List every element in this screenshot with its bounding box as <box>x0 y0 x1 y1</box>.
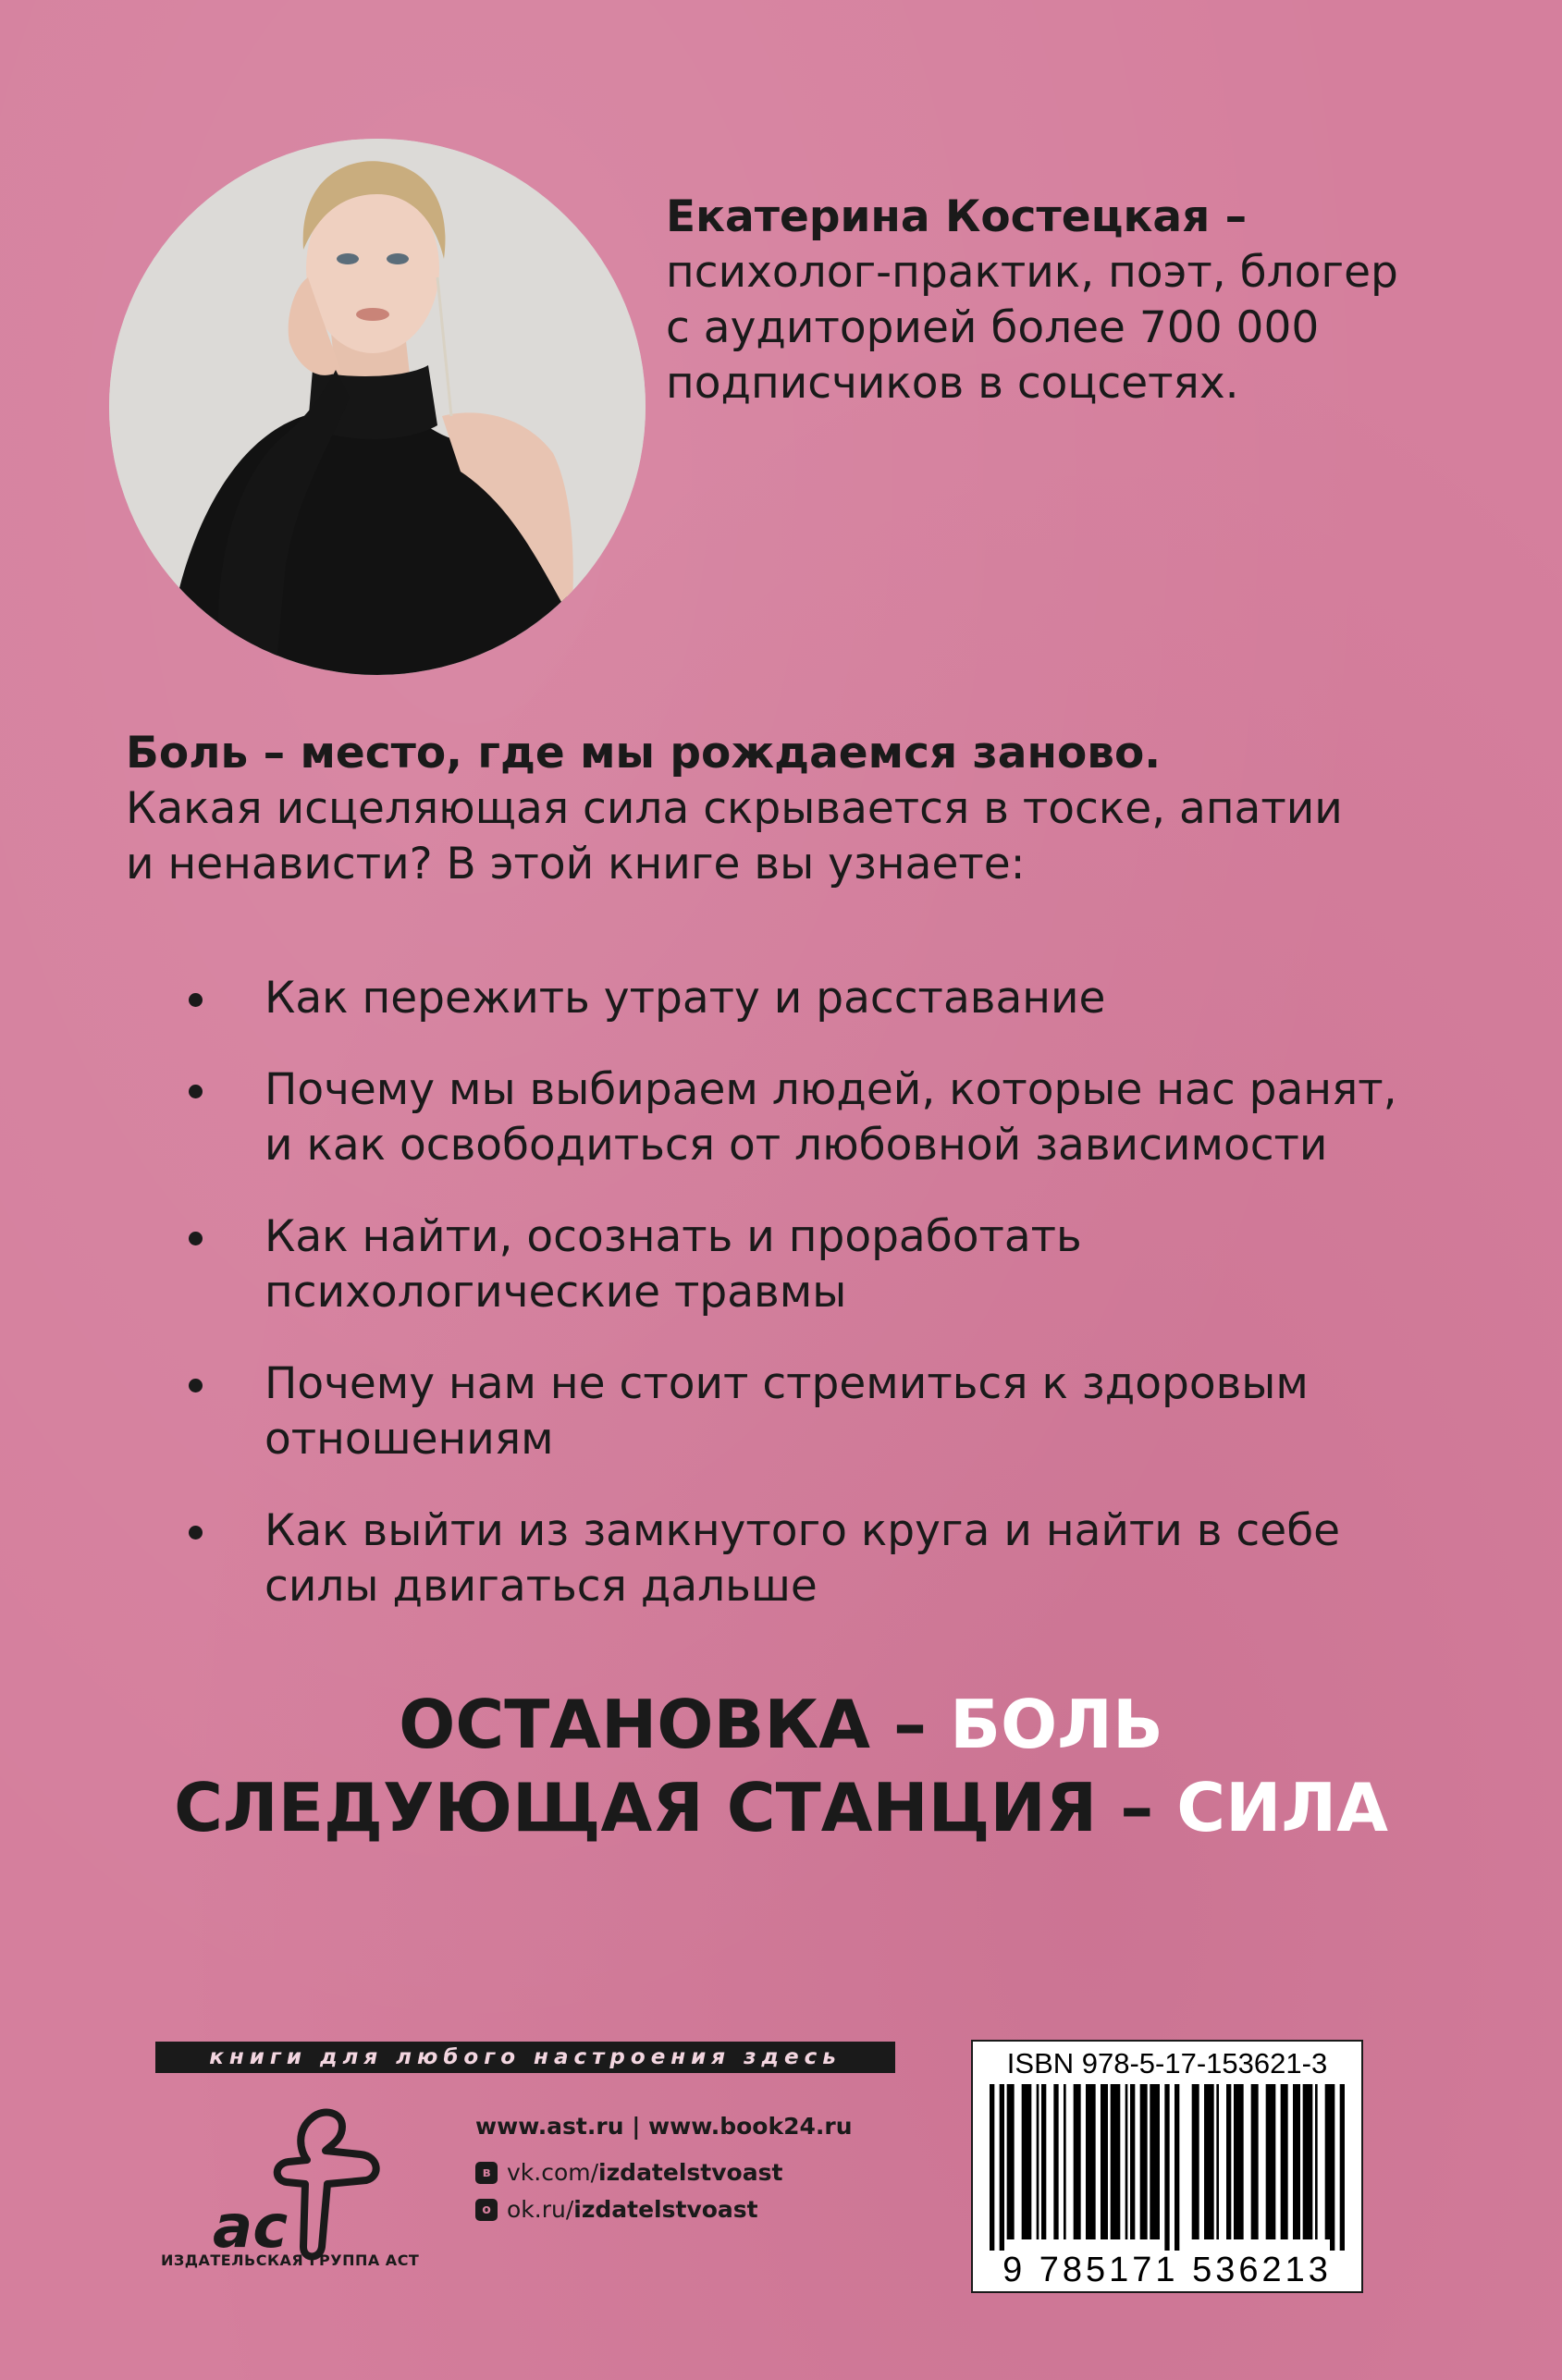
barcode-bar <box>1325 2084 1330 2239</box>
barcode-bar <box>1216 2084 1219 2239</box>
barcode-bar <box>1204 2084 1214 2239</box>
barcode-bar <box>1111 2084 1121 2239</box>
slogan-highlight: СИЛА <box>1176 1769 1388 1846</box>
list-item-text: силы двигаться дальше <box>264 1561 818 1612</box>
list-item <box>126 1503 1467 1614</box>
barcode-bar <box>1041 2084 1046 2239</box>
bullet-icon <box>189 1232 203 1245</box>
list-item-text: психологические травмы <box>264 1267 847 1318</box>
topics-list <box>126 971 1467 1650</box>
list-item-text: Почему мы выбираем людей, которые нас ранят, <box>264 1064 1397 1115</box>
barcode-bar <box>1164 2084 1169 2251</box>
list-item-text: Как пережить утрату и расставание <box>264 973 1106 1024</box>
barcode-bar <box>1150 2084 1160 2239</box>
barcode-bar <box>1074 2084 1081 2239</box>
vk-link[interactable] <box>475 2154 901 2191</box>
ok-icon: о <box>475 2199 498 2221</box>
book-intro <box>126 726 1467 892</box>
barcode-bar <box>1330 2084 1334 2251</box>
barcode-bar <box>1064 2084 1066 2239</box>
vk-icon: в <box>475 2162 498 2184</box>
publisher-links <box>475 2108 901 2228</box>
barcode <box>986 2084 1348 2251</box>
list-item-text: Почему нам не стоит стремиться к здоровым <box>264 1358 1309 1409</box>
slogan-text: СЛЕДУЮЩАЯ СТАНЦИЯ – <box>174 1769 1177 1846</box>
barcode-bar <box>1234 2084 1244 2239</box>
intro-line: и ненависти? В этой книге вы узнаете: <box>126 839 1026 889</box>
ok-link[interactable] <box>475 2191 901 2228</box>
author-bio-line: психолог-практик, поэт, блогер <box>666 247 1398 298</box>
list-item-text: и как освободиться от любовной зависимости <box>264 1120 1328 1171</box>
barcode-bar <box>1293 2084 1300 2239</box>
slogan-row-2 <box>0 1766 1562 1849</box>
ast-logo <box>203 2099 388 2265</box>
bullet-icon <box>189 1085 203 1098</box>
logo-lettering: ас <box>213 2193 289 2262</box>
bullet-icon <box>189 1379 203 1392</box>
isbn-digits: 9 785171 536213 <box>1002 2251 1332 2289</box>
author-bio-line: подписчиков в соцсетях. <box>666 358 1239 409</box>
bullet-icon <box>189 1526 203 1540</box>
barcode-bar <box>1130 2084 1135 2239</box>
ok-link-prefix: ok.ru/ <box>507 2196 574 2223</box>
barcode-bar <box>1251 2084 1259 2239</box>
barcode-bar <box>1281 2084 1288 2239</box>
barcode-bar <box>1175 2084 1179 2251</box>
barcode-bar <box>1101 2084 1108 2239</box>
barcode-bar <box>1022 2084 1032 2239</box>
list-item-text: Как найти, осознать и проработать <box>264 1211 1082 1262</box>
barcode-bar <box>1007 2084 1015 2239</box>
barcode-bar <box>1192 2084 1199 2239</box>
ok-link-handle: izdatelstvoast <box>573 2196 758 2223</box>
bullet-icon <box>189 993 203 1007</box>
barcode-bar <box>1303 2084 1313 2239</box>
website-links[interactable]: www.ast.ru | www.book24.ru <box>475 2113 853 2140</box>
author-bio <box>666 190 1498 411</box>
list-item-text: отношениям <box>264 1414 554 1465</box>
barcode-bar <box>990 2084 994 2251</box>
vk-link-prefix: vk.com/ <box>507 2159 599 2186</box>
list-item-text: Как выйти из замкнутого круга и найти в себе <box>264 1505 1341 1556</box>
slogan-highlight: БОЛЬ <box>950 1686 1163 1763</box>
isbn-barcode-box <box>971 2040 1363 2293</box>
list-item <box>126 971 1467 1026</box>
barcode-bar <box>1037 2084 1039 2239</box>
slogan-row-1 <box>0 1683 1562 1766</box>
barcode-bar <box>1340 2084 1345 2251</box>
barcode-bar <box>1000 2084 1004 2251</box>
slogan-text: ОСТАНОВКА – <box>399 1686 951 1763</box>
barcode-bar <box>1140 2084 1148 2239</box>
intro-line: Какая исцеляющая сила скрывается в тоске, апатии <box>126 783 1343 834</box>
author-name: Екатерина Костецкая – <box>666 191 1248 242</box>
barcode-bar <box>1053 2084 1058 2239</box>
author-bio-line: с аудиторией более 700 000 <box>666 302 1320 353</box>
author-photo <box>109 139 646 675</box>
barcode-bar <box>1315 2084 1318 2239</box>
barcode-bar <box>1125 2084 1128 2239</box>
list-item <box>126 1209 1467 1320</box>
vk-link-handle: izdatelstvoast <box>598 2159 783 2186</box>
barcode-bar <box>1226 2084 1231 2239</box>
publisher-caption: ИЗДАТЕЛЬСКАЯ ГРУППА АСТ <box>161 2251 420 2269</box>
list-item <box>126 1062 1467 1173</box>
list-item <box>126 1356 1467 1467</box>
publisher-tagline: книги для любого настроения здесь <box>155 2042 895 2073</box>
isbn-label: ISBN 978-5-17-153621-3 <box>1006 2047 1328 2079</box>
slogan <box>0 1683 1562 1849</box>
intro-lead: Боль – место, где мы рождаемся заново. <box>126 728 1162 779</box>
barcode-bar <box>1086 2084 1096 2239</box>
barcode-bar <box>1266 2084 1276 2239</box>
